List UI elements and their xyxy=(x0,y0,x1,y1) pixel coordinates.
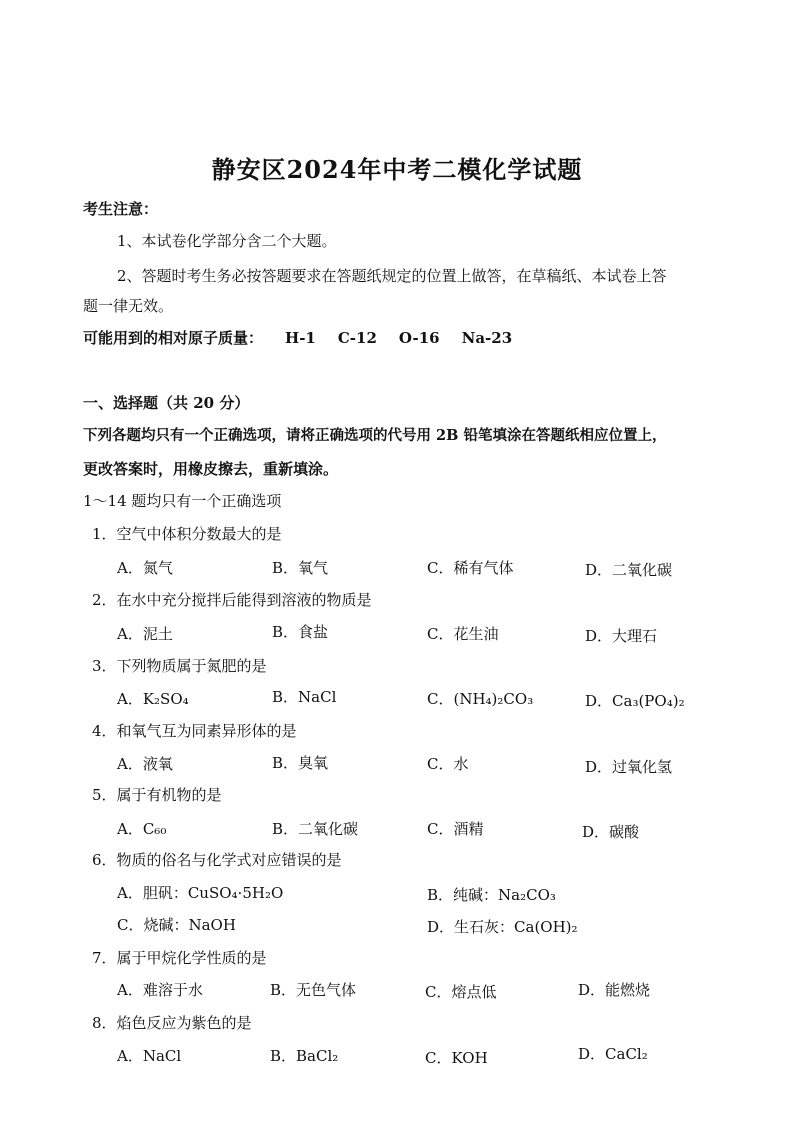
q3-option-a: A．K₂SO₄ xyxy=(117,690,189,708)
q1-option-c: C．稀有气体 xyxy=(427,559,514,577)
q4-option-c: C．水 xyxy=(427,755,469,773)
section1-heading: 一、选择题（共 20 分） xyxy=(83,394,250,412)
q2-option-d: D．大理石 xyxy=(585,627,658,645)
q2-option-a: A．泥土 xyxy=(117,625,173,643)
question-7-stem: 7．属于甲烷化学性质的是 xyxy=(92,949,267,967)
q8-option-b: B．BaCl₂ xyxy=(270,1047,339,1065)
element-na: Na-23 xyxy=(461,329,513,347)
q7-option-b: B．无色气体 xyxy=(270,981,357,999)
q7-option-c: C．熔点低 xyxy=(425,983,497,1001)
notice-item-1: 1、本试卷化学部分含二个大题。 xyxy=(117,232,337,250)
notice-heading: 考生注意： xyxy=(83,200,159,218)
question-6-stem: 6．物质的俗名与化学式对应错误的是 xyxy=(92,851,342,869)
question-4-stem: 4．和氧气互为同素异形体的是 xyxy=(92,722,297,740)
question-3-stem: 3．下列物质属于氮肥的是 xyxy=(92,657,267,675)
exam-title: 静安区2024年中考二模化学试题 xyxy=(211,155,583,184)
atomic-mass-label: 可能用到的相对原子质量： xyxy=(83,329,264,347)
q8-option-d: D．CaCl₂ xyxy=(578,1045,648,1063)
element-o: O-16 xyxy=(398,329,440,347)
q1-option-b: B．氧气 xyxy=(272,559,329,577)
section1-instruction-2: 更改答案时，用橡皮擦去，重新填涂。 xyxy=(83,460,339,478)
section1-subheading: 1～14 题均只有一个正确选项 xyxy=(83,492,282,510)
q5-option-a: A．C₆₀ xyxy=(117,820,167,838)
question-1-stem: 1．空气中体积分数最大的是 xyxy=(92,525,282,543)
q5-option-d: D．碳酸 xyxy=(582,823,640,841)
q1-option-a: A．氮气 xyxy=(117,559,173,577)
notice-item-2b: 题一律无效。 xyxy=(83,297,174,315)
q8-option-c: C．KOH xyxy=(425,1049,488,1067)
element-c: C-12 xyxy=(337,329,377,347)
section1-instruction-1: 下列各题均只有一个正确选项，请将正确选项的代号用 2B 铅笔填涂在答题纸相应位置上， xyxy=(83,427,667,444)
question-5-stem: 5．属于有机物的是 xyxy=(92,786,222,804)
atomic-mass-line xyxy=(83,327,512,348)
q3-option-c: C．(NH₄)₂CO₃ xyxy=(427,690,534,708)
q2-option-c: C．花生油 xyxy=(427,625,499,643)
q1-option-d: D．二氧化碳 xyxy=(585,561,673,579)
q5-option-b: B．二氧化碳 xyxy=(272,820,359,838)
question-2-stem: 2．在水中充分搅拌后能得到溶液的物质是 xyxy=(92,591,372,609)
q7-option-a: A．难溶于水 xyxy=(117,981,203,999)
q6-option-d: D．生石灰：Ca(OH)₂ xyxy=(427,918,578,936)
element-h: H-1 xyxy=(285,329,316,347)
q8-option-a: A．NaCl xyxy=(117,1047,182,1065)
q3-option-b: B．NaCl xyxy=(272,688,337,706)
q6-option-a: A．胆矾：CuSO₄·5H₂O xyxy=(117,884,284,902)
q2-option-b: B．食盐 xyxy=(272,623,329,641)
q4-option-a: A．液氧 xyxy=(117,755,173,773)
question-8-stem: 8．焰色反应为紫色的是 xyxy=(92,1014,252,1032)
notice-item-2a: 2、答题时考生务必按答题要求在答题纸规定的位置上做答，在草稿纸、本试卷上答 xyxy=(117,267,667,285)
q3-option-d: D．Ca₃(PO₄)₂ xyxy=(585,692,685,710)
q6-option-c: C．烧碱：NaOH xyxy=(117,916,236,934)
q4-option-b: B．臭氧 xyxy=(272,754,329,772)
q7-option-d: D．能燃烧 xyxy=(578,981,651,999)
q5-option-c: C．酒精 xyxy=(427,820,484,838)
q6-option-b: B．纯碱：Na₂CO₃ xyxy=(427,886,556,904)
q4-option-d: D．过氧化氢 xyxy=(585,758,673,776)
